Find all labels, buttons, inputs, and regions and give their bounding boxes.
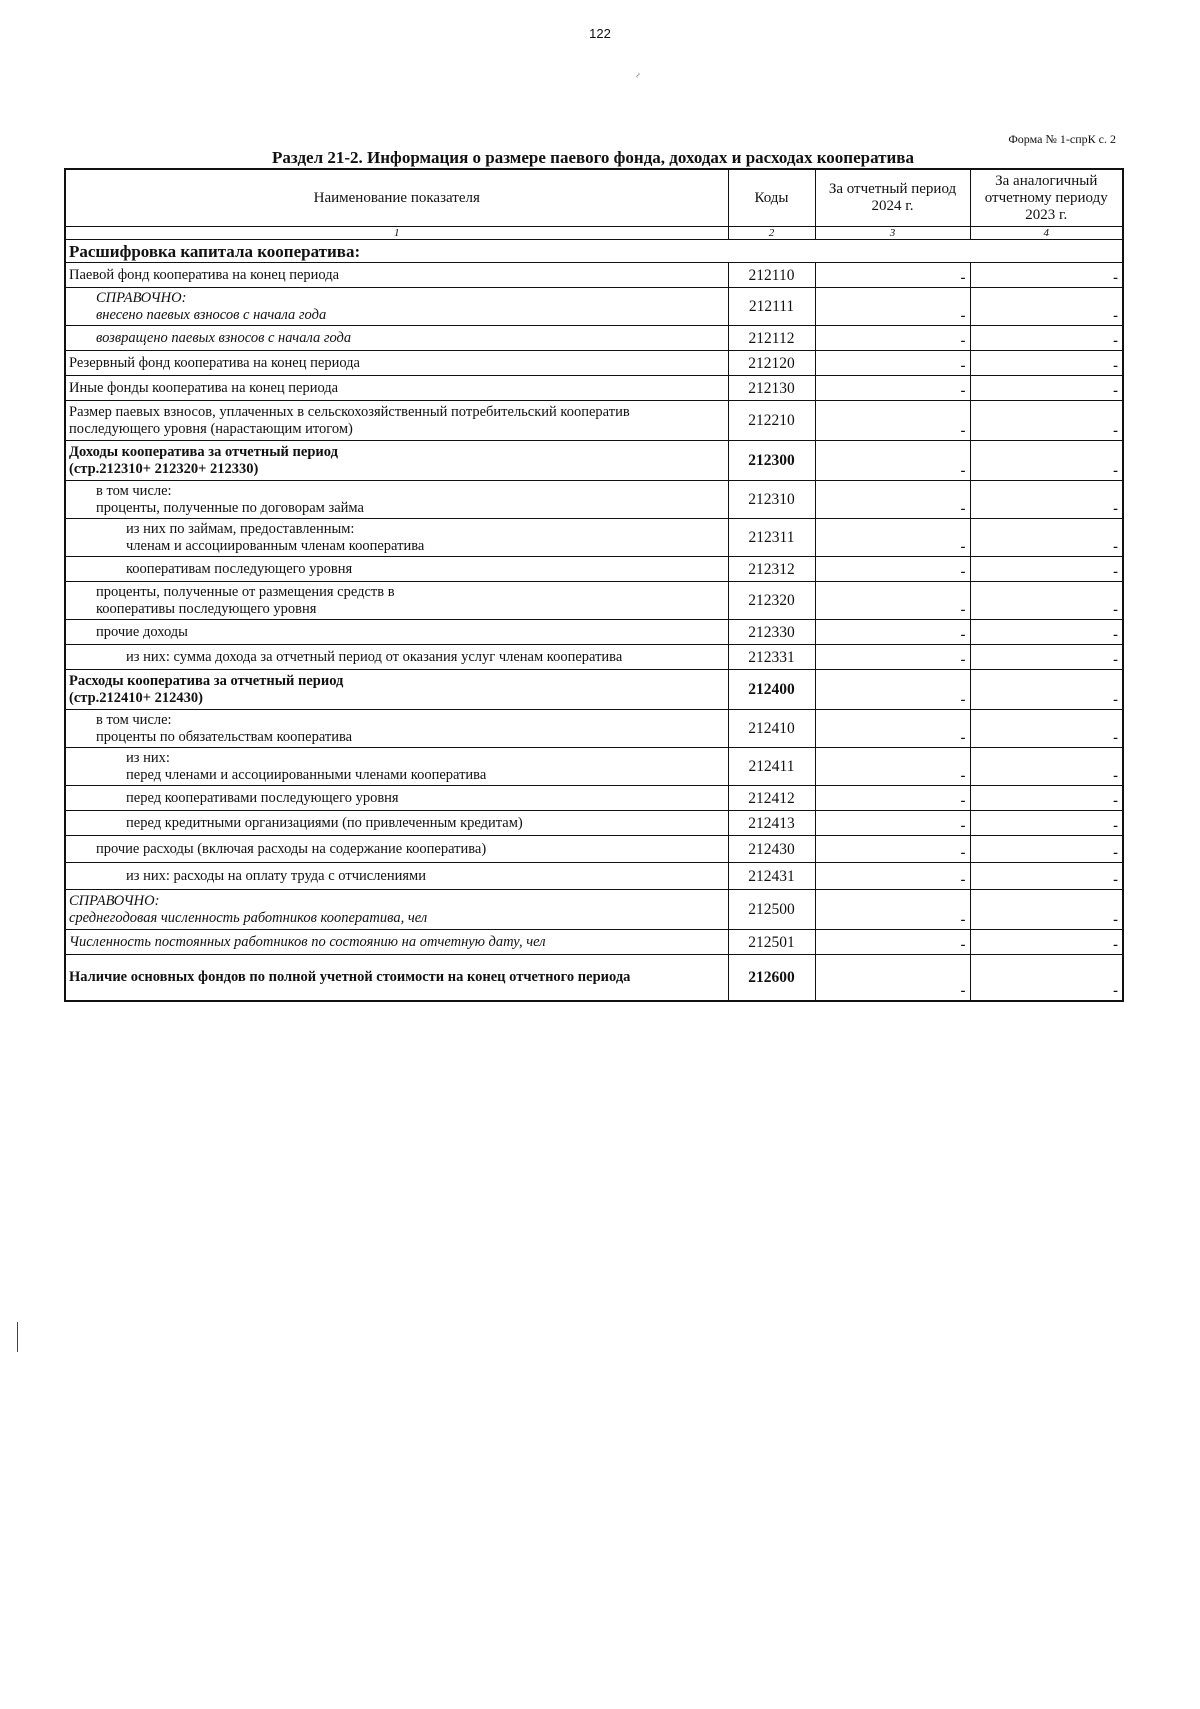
row-name: СПРАВОЧНО: среднегодовая численность работников кооператива, чел (65, 890, 728, 930)
table-row (65, 376, 1123, 401)
row-name: СПРАВОЧНО: внесено паевых взносов с начала года (65, 288, 728, 326)
row-code: 212411 (728, 748, 815, 786)
value-previous: - (970, 401, 1123, 441)
table-row (65, 263, 1123, 288)
table-row (65, 811, 1123, 836)
value-current: - (815, 376, 970, 401)
value-current: - (815, 863, 970, 890)
table-row (65, 955, 1123, 1001)
row-code: 212112 (728, 326, 815, 351)
value-current: - (815, 710, 970, 748)
indicators-table (64, 168, 1124, 1002)
value-current: - (815, 748, 970, 786)
row-name: Наличие основных фондов по полной учетной стоимости на конец отчетного периода (65, 955, 728, 1001)
value-previous: - (970, 890, 1123, 930)
row-name: в том числе: проценты по обязательствам кооператива (65, 710, 728, 748)
table-row (65, 620, 1123, 645)
value-previous: - (970, 670, 1123, 710)
value-previous: - (970, 441, 1123, 481)
row-code: 212300 (728, 441, 815, 481)
value-previous: - (970, 376, 1123, 401)
value-previous: - (970, 288, 1123, 326)
value-previous: - (970, 263, 1123, 288)
row-name: прочие доходы (65, 620, 728, 645)
table-row (65, 863, 1123, 890)
row-code: 212500 (728, 890, 815, 930)
table-row (65, 836, 1123, 863)
value-current: - (815, 645, 970, 670)
header-previous-period: За аналогичный отчетному периоду 2023 г. (970, 169, 1123, 227)
value-previous: - (970, 811, 1123, 836)
value-current: - (815, 890, 970, 930)
row-code: 212111 (728, 288, 815, 326)
value-current: - (815, 481, 970, 519)
table-row (65, 519, 1123, 557)
page-number: 122 (589, 26, 611, 41)
header-code: Коды (728, 169, 815, 227)
value-current: - (815, 620, 970, 645)
value-current: - (815, 955, 970, 1001)
table-row (65, 930, 1123, 955)
row-code: 212120 (728, 351, 815, 376)
table-row (65, 786, 1123, 811)
table-row (65, 288, 1123, 326)
value-current: - (815, 401, 970, 441)
table-row (65, 582, 1123, 620)
table-row (65, 645, 1123, 670)
column-number: 4 (970, 227, 1123, 240)
table-row (65, 441, 1123, 481)
value-current: - (815, 786, 970, 811)
table-row (65, 326, 1123, 351)
value-previous: - (970, 351, 1123, 376)
row-name: Резервный фонд кооператива на конец периода (65, 351, 728, 376)
value-previous: - (970, 863, 1123, 890)
table-row (65, 710, 1123, 748)
scan-artifact-line (17, 1322, 19, 1352)
value-previous: - (970, 481, 1123, 519)
value-current: - (815, 519, 970, 557)
row-code: 212331 (728, 645, 815, 670)
row-name: Численность постоянных работников по состоянию на отчетную дату, чел (65, 930, 728, 955)
value-previous: - (970, 582, 1123, 620)
table-row (65, 351, 1123, 376)
row-name: из них по займам, предоставленным: членам и ассоциированным членам кооператива (65, 519, 728, 557)
value-previous: - (970, 620, 1123, 645)
value-previous: - (970, 786, 1123, 811)
row-code: 212310 (728, 481, 815, 519)
row-code: 212400 (728, 670, 815, 710)
value-current: - (815, 288, 970, 326)
row-code: 212501 (728, 930, 815, 955)
column-numbers-row (65, 227, 1123, 240)
value-previous: - (970, 955, 1123, 1001)
row-code: 212330 (728, 620, 815, 645)
value-current: - (815, 441, 970, 481)
row-code: 212413 (728, 811, 815, 836)
row-name: Иные фонды кооператива на конец периода (65, 376, 728, 401)
value-current: - (815, 557, 970, 582)
row-name: Доходы кооператива за отчетный период (стр.212310+ 212320+ 212330) (65, 441, 728, 481)
header-current-period: За отчетный период 2024 г. (815, 169, 970, 227)
row-code: 212412 (728, 786, 815, 811)
value-previous: - (970, 326, 1123, 351)
value-current: - (815, 836, 970, 863)
row-name: Размер паевых взносов, уплаченных в сельскохозяйственный потребительский кооператив последующего уровня (нарастающим итогом) (65, 401, 728, 441)
row-code: 212210 (728, 401, 815, 441)
value-current: - (815, 351, 970, 376)
value-current: - (815, 811, 970, 836)
row-code: 212320 (728, 582, 815, 620)
form-reference: Форма № 1-спрК с. 2 (1008, 132, 1116, 146)
value-current: - (815, 326, 970, 351)
row-name: из них: перед членами и ассоциированными членами кооператива (65, 748, 728, 786)
value-previous: - (970, 930, 1123, 955)
value-previous: - (970, 645, 1123, 670)
value-previous: - (970, 748, 1123, 786)
row-name: перед кредитными организациями (по привлеченным кредитам) (65, 811, 728, 836)
row-name: из них: расходы на оплату труда с отчислениями (65, 863, 728, 890)
column-number: 3 (815, 227, 970, 240)
row-code: 212600 (728, 955, 815, 1001)
table-row (65, 481, 1123, 519)
value-current: - (815, 582, 970, 620)
row-name: из них: сумма дохода за отчетный период от оказания услуг членам кооператива (65, 645, 728, 670)
value-current: - (815, 670, 970, 710)
row-name: Паевой фонд кооператива на конец периода (65, 263, 728, 288)
row-code: 212312 (728, 557, 815, 582)
table-row (65, 890, 1123, 930)
table-row (65, 748, 1123, 786)
row-name: в том числе: проценты, полученные по договорам займа (65, 481, 728, 519)
row-name: перед кооперативами последующего уровня (65, 786, 728, 811)
row-code: 212430 (728, 836, 815, 863)
value-previous: - (970, 836, 1123, 863)
row-code: 212431 (728, 863, 815, 890)
row-name: проценты, полученные от размещения средств в кооперативы последующего уровня (65, 582, 728, 620)
row-name: прочие расходы (включая расходы на содержание кооператива) (65, 836, 728, 863)
row-name: кооперативам последующего уровня (65, 557, 728, 582)
value-current: - (815, 930, 970, 955)
value-current: - (815, 263, 970, 288)
table-row (65, 401, 1123, 441)
header-name: Наименование показателя (65, 169, 728, 227)
value-previous: - (970, 710, 1123, 748)
row-code: 212110 (728, 263, 815, 288)
table-row (65, 670, 1123, 710)
table-row (65, 557, 1123, 582)
section-row (65, 240, 1123, 263)
section-heading: Расшифровка капитала кооператива: (65, 240, 1123, 263)
section-title: Раздел 21-2. Информация о размере паевого фонда, доходах и расходах кооператива (272, 148, 914, 167)
row-code: 212311 (728, 519, 815, 557)
row-code: 212410 (728, 710, 815, 748)
value-previous: - (970, 519, 1123, 557)
row-code: 212130 (728, 376, 815, 401)
row-name: Расходы кооператива за отчетный период (стр.212410+ 212430) (65, 670, 728, 710)
column-number: 2 (728, 227, 815, 240)
column-number: 1 (65, 227, 728, 240)
value-previous: - (970, 557, 1123, 582)
scan-mark: ~ (632, 70, 645, 81)
header-row (65, 169, 1123, 227)
row-name: возвращено паевых взносов с начала года (65, 326, 728, 351)
